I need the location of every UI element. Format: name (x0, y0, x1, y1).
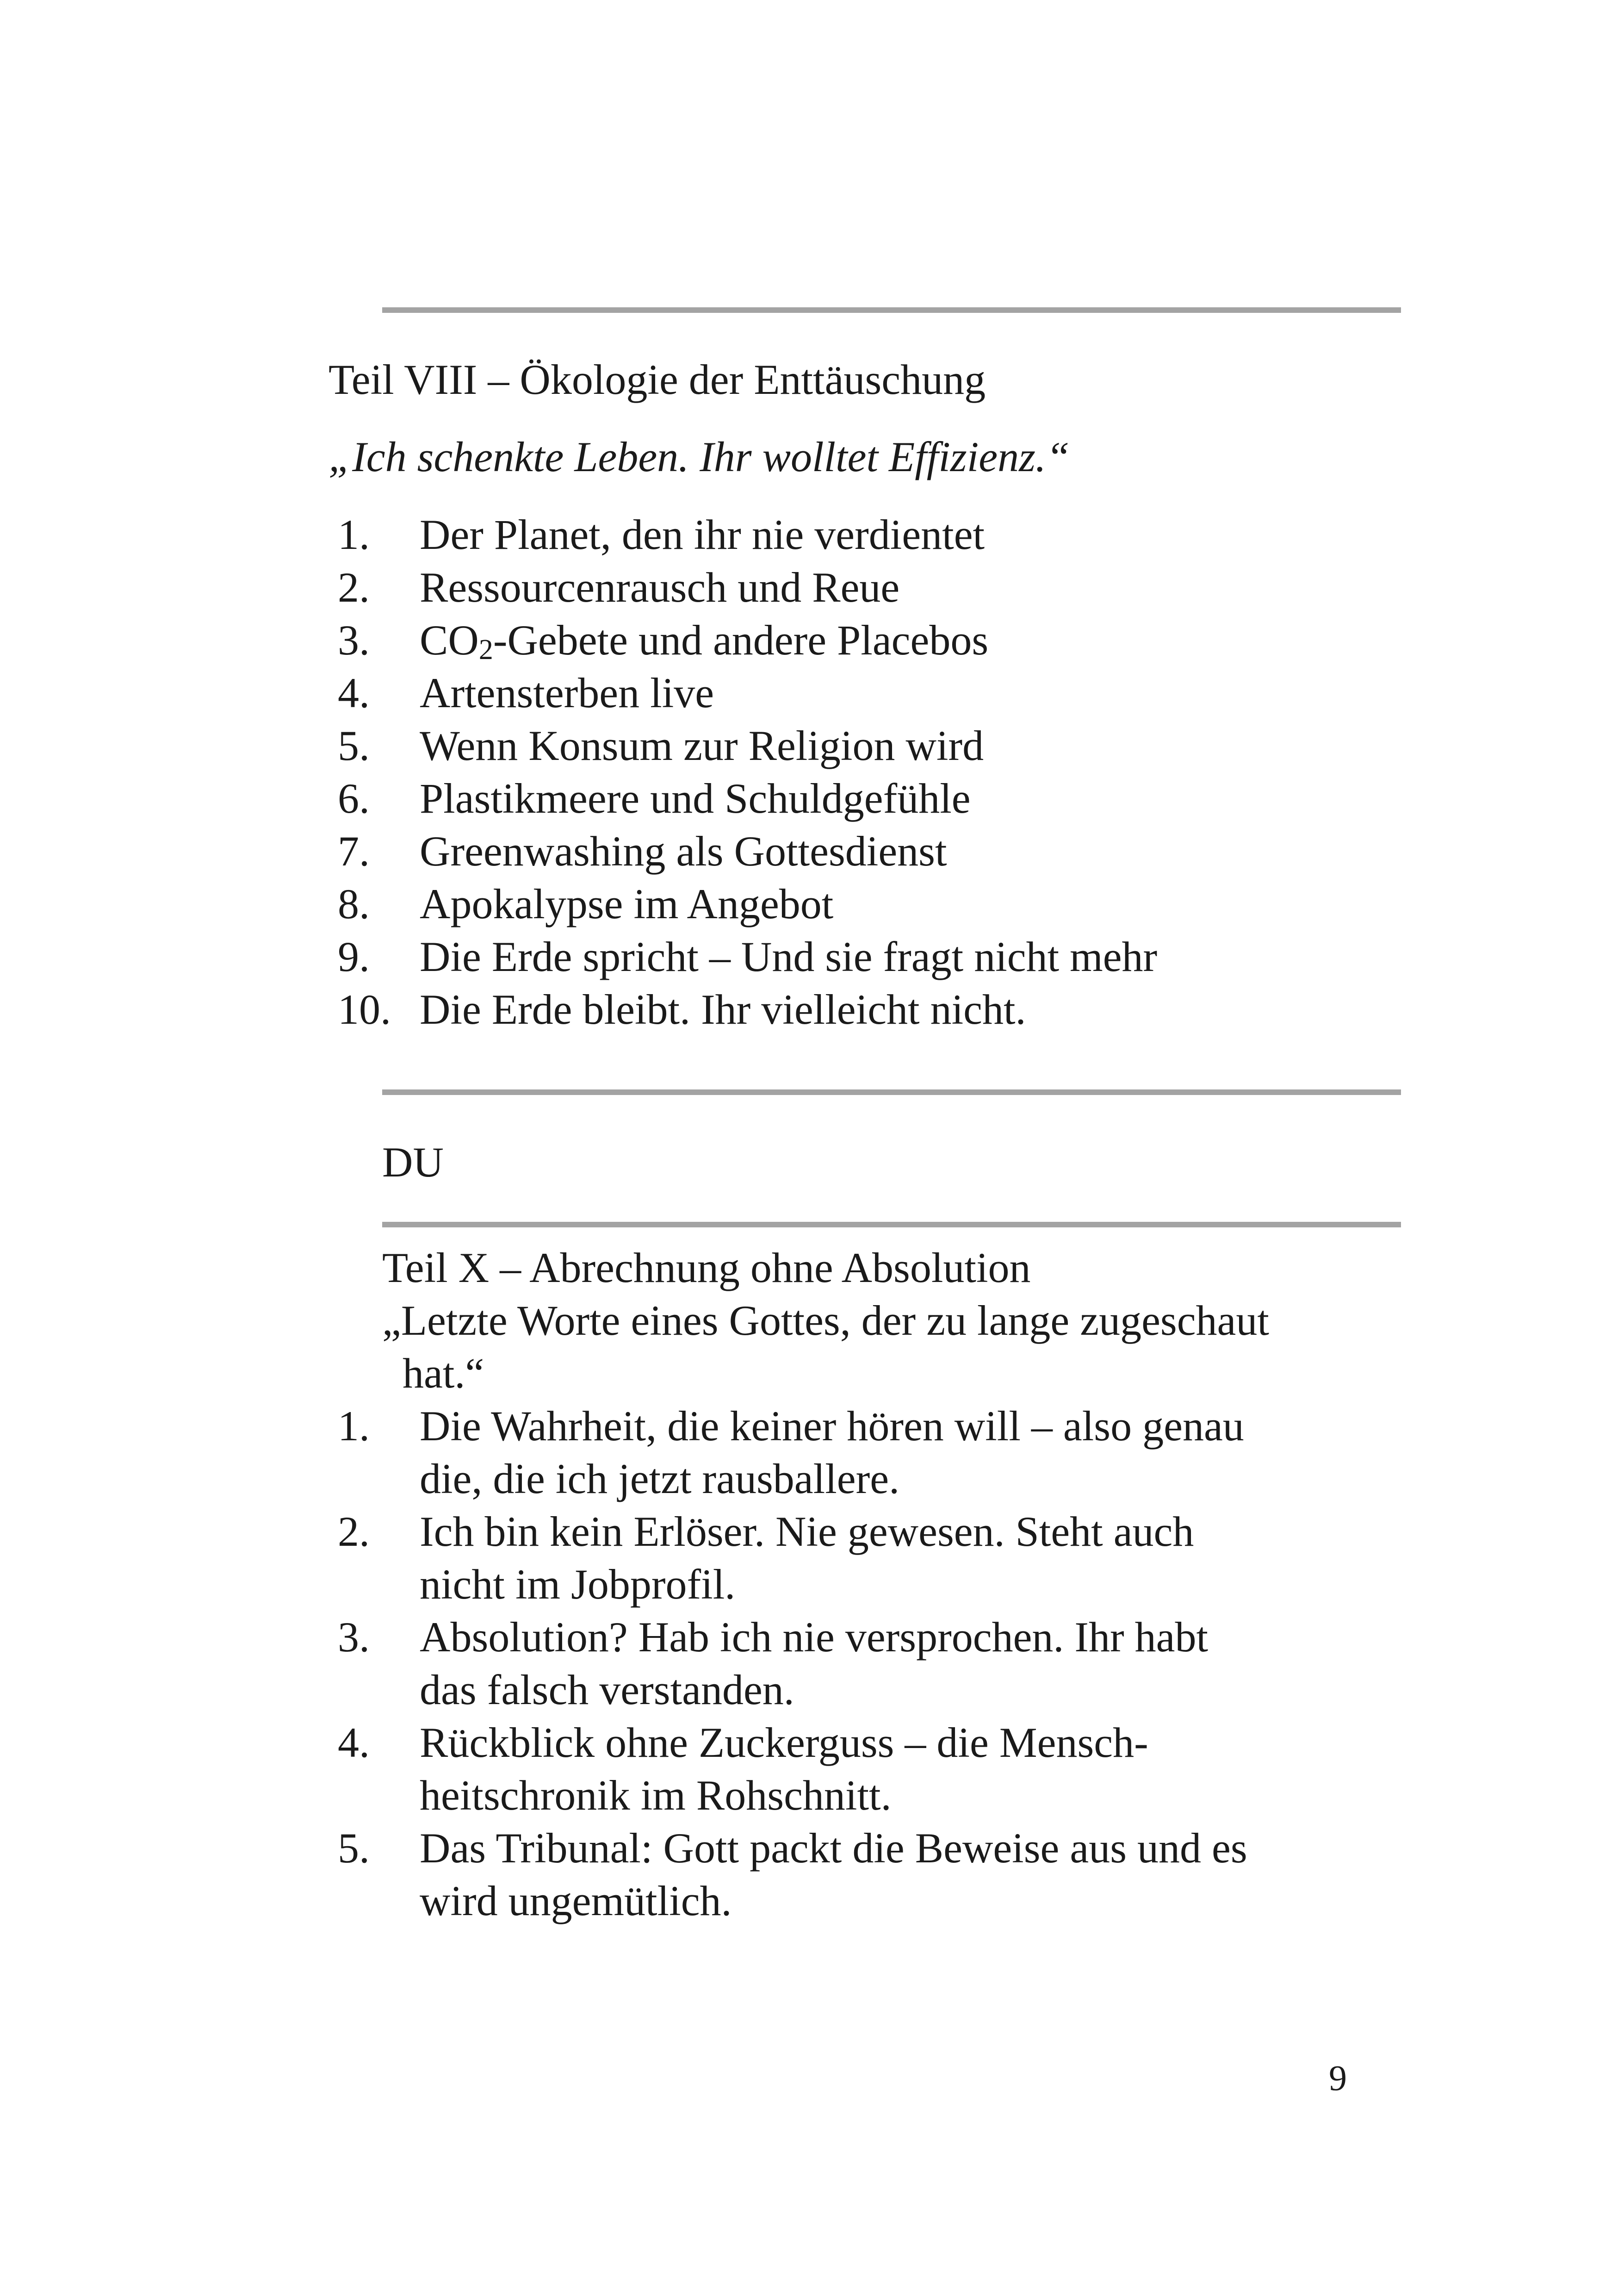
list-item-number: 9. (338, 933, 370, 980)
list-item (338, 614, 1157, 666)
list-item-text: Ressourcenrausch und Reue (420, 564, 900, 611)
list-item (338, 561, 1157, 614)
list-item-number: 1. (338, 511, 370, 558)
section-heading-teil-x: Teil X – Abrechnung ohne Absolution (382, 1244, 1031, 1291)
list-item-line: nicht im Jobprofil. (420, 1561, 736, 1608)
divider-rule-middle (382, 1089, 1401, 1095)
list-item-subscript: 2 (478, 634, 493, 666)
divider-rule-lower (382, 1222, 1401, 1227)
list-item-number: 5. (338, 1824, 370, 1872)
list-item-line: Absolution? Hab ich nie versprochen. Ihr habt (420, 1613, 1209, 1661)
list-item (338, 1822, 1359, 1927)
list-item-number: 6. (338, 775, 370, 822)
page-number: 9 (1329, 2058, 1347, 2098)
list-item (338, 719, 1157, 772)
list-item-number: 4. (338, 1719, 370, 1766)
list-item (338, 772, 1157, 825)
list-item-number: 5. (338, 722, 370, 769)
list-item-text-post: -Gebete und andere Placebos (493, 616, 989, 664)
list-item-number: 8. (338, 880, 370, 927)
list-item-line: die, die ich jetzt rausballere. (420, 1455, 900, 1502)
list-item-number: 2. (338, 1508, 370, 1555)
list-item-text: Greenwashing als Gottesdienst (420, 828, 947, 875)
list-item-line: Rückblick ohne Zuckerguss – die Mensch- (420, 1719, 1148, 1766)
list-item-number: 4. (338, 669, 370, 716)
list-item-text: Die Erde bleibt. Ihr vielleicht nicht. (420, 986, 1026, 1033)
list-item (338, 508, 1157, 561)
list-item-number: 1. (338, 1402, 370, 1450)
list-item (338, 1400, 1359, 1505)
list-item-text: Artensterben live (420, 669, 714, 716)
list-item-number: 2. (338, 564, 370, 611)
list-item-text: Plastikmeere und Schuldgefühle (420, 775, 971, 822)
list-item-text: Wenn Konsum zur Religion wird (420, 722, 984, 769)
chapter-list-teil-x (338, 1400, 1359, 1927)
section-epigraph-teil-x-line1: „Letzte Worte eines Gottes, der zu lange zugeschaut (382, 1297, 1269, 1344)
list-item (338, 983, 1157, 1036)
section-heading-teil-viii: Teil VIII – Ökologie der Enttäuschung (329, 356, 986, 403)
list-item-number: 10. (338, 986, 391, 1033)
list-item-line: wird ungemütlich. (420, 1877, 732, 1924)
list-item (338, 666, 1157, 719)
list-item-text-pre: CO (420, 616, 479, 664)
list-item (338, 1611, 1359, 1716)
section-epigraph-teil-viii: „Ich schenkte Leben. Ihr wolltet Effizienz.“ (329, 433, 1070, 480)
list-item-line: Das Tribunal: Gott packt die Beweise aus und es (420, 1824, 1247, 1872)
list-item (338, 1716, 1359, 1822)
list-item-text: Apokalypse im Angebot (420, 880, 834, 927)
list-item-number: 3. (338, 616, 370, 664)
section-epigraph-teil-x-line2: hat.“ (403, 1350, 484, 1397)
list-item-line: Ich bin kein Erlöser. Nie gewesen. Steht auch (420, 1508, 1194, 1555)
list-item-line: Die Wahrheit, die keiner hören will – also genau (420, 1402, 1244, 1450)
chapter-list-teil-viii (338, 508, 1157, 1036)
divider-rule-top (382, 307, 1401, 313)
list-item (338, 825, 1157, 877)
list-item (338, 1505, 1359, 1611)
section-title-du: DU (382, 1139, 444, 1186)
list-item-text: Der Planet, den ihr nie verdientet (420, 511, 985, 558)
list-item-number: 3. (338, 1613, 370, 1661)
list-item (338, 930, 1157, 983)
list-item-number: 7. (338, 828, 370, 875)
list-item-text: Die Erde spricht – Und sie fragt nicht mehr (420, 933, 1158, 980)
list-item-line: heitschronik im Rohschnitt. (420, 1772, 892, 1819)
list-item-line: das falsch verstanden. (420, 1666, 794, 1713)
list-item (338, 877, 1157, 930)
